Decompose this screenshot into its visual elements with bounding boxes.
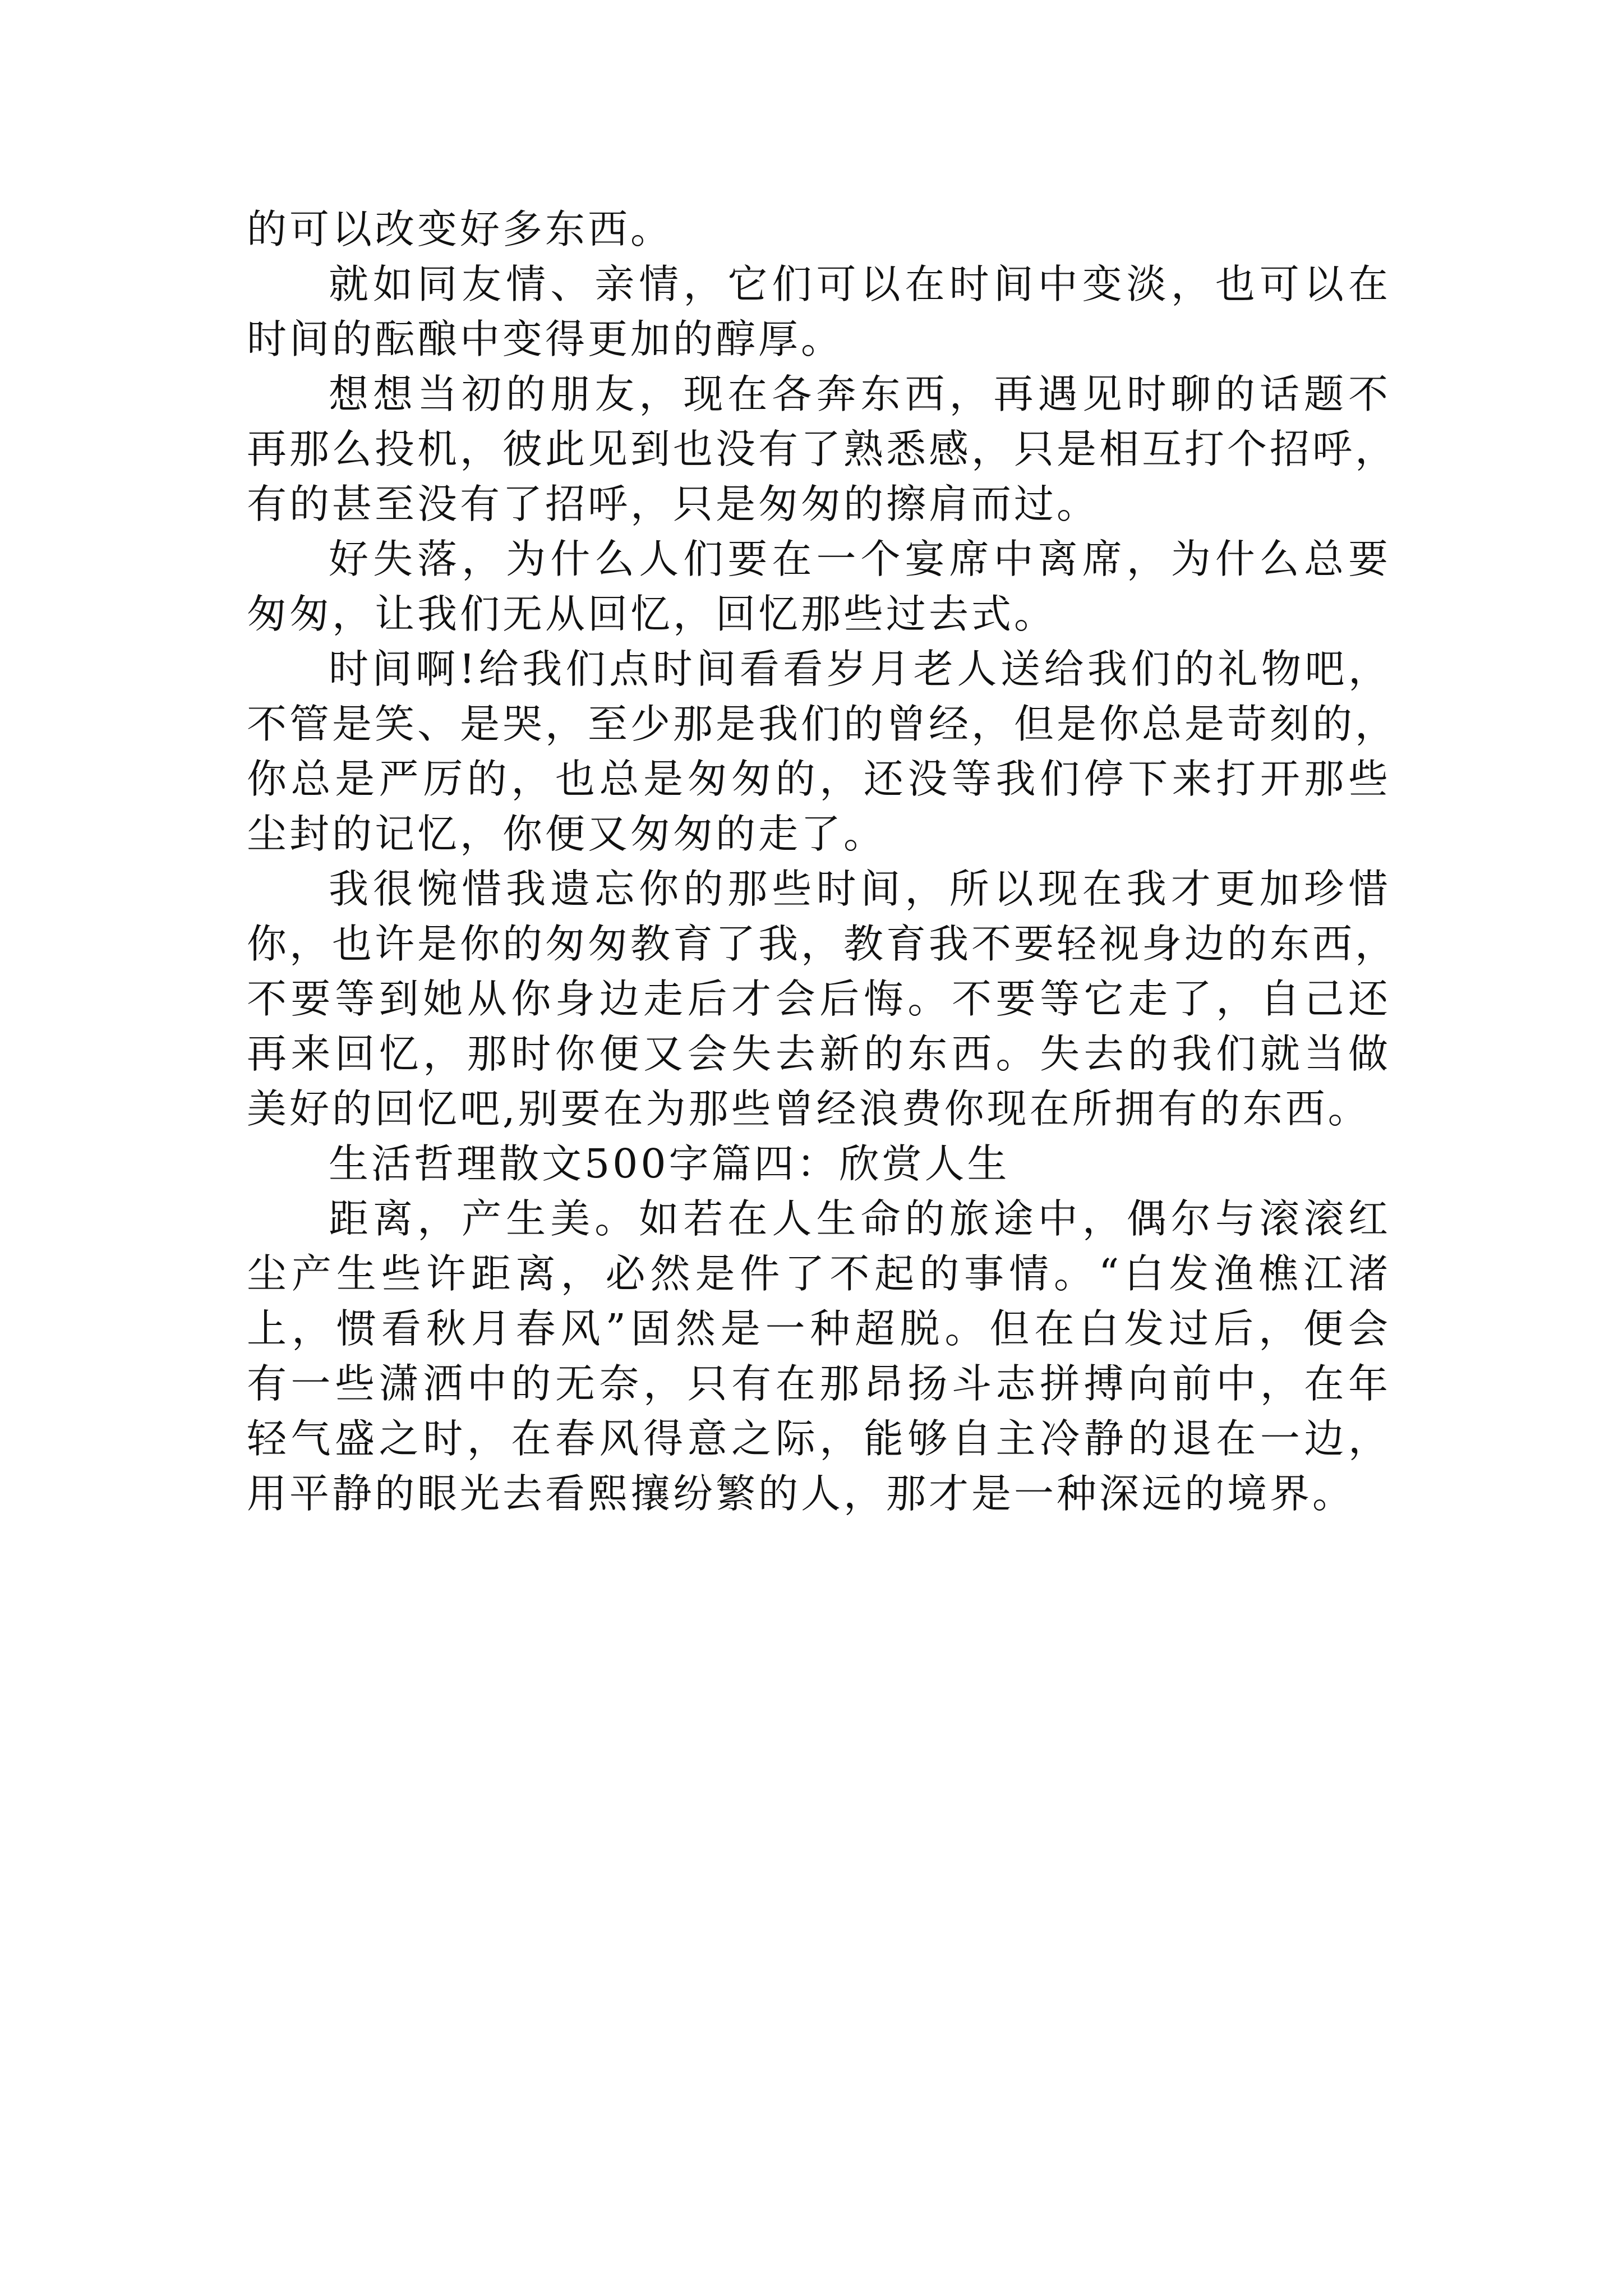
text-line: 上，惯看秋月春风”固然是一种超脱。但在白发过后，便会	[247, 1305, 1391, 1352]
text-line: 美好的回忆吧,别要在为那些曾经浪费你现在所拥有的东西。	[247, 1085, 1371, 1132]
text-line: 好失落，为什么人们要在一个宴席中离席，为什么总要	[329, 536, 1391, 582]
text-line: 生活哲理散文500字篇四：欣赏人生	[329, 1140, 1010, 1187]
text-line: 就如同友情、亲情，它们可以在时间中变淡，也可以在	[329, 261, 1391, 307]
text-line: 再来回忆，那时你便又会失去新的东西。失去的我们就当做	[247, 1030, 1391, 1077]
text-line: 用平静的眼光去看熙攘纷繁的人，那才是一种深远的境界。	[247, 1470, 1355, 1517]
text-line: 匆匆，让我们无从回忆，回忆那些过去式。	[247, 591, 1057, 637]
text-line: 时间啊!给我们点时间看看岁月老人送给我们的礼物吧，	[329, 646, 1391, 692]
text-line: 想想当初的朋友，现在各奔东西，再遇见时聊的话题不	[329, 371, 1391, 417]
paragraph	[247, 862, 1398, 1137]
text-line: 我很惋惜我遗忘你的那些时间，所以现在我才更加珍惜	[329, 866, 1391, 912]
paragraph	[247, 367, 1398, 532]
paragraph	[247, 202, 1391, 257]
text-line: 时间的酝酿中变得更加的醇厚。	[247, 316, 844, 362]
paragraph	[247, 1191, 1391, 1521]
text-line: 不管是笑、是哭，至少那是我们的曾经，但是你总是苛刻的，	[247, 701, 1398, 747]
text-line: 不要等到她从你身边走后才会后悔。不要等它走了，自己还	[247, 976, 1391, 1022]
section-heading	[247, 1137, 1391, 1191]
text-line: 再那么投机，彼此见到也没有了熟悉感，只是相互打个招呼，	[247, 426, 1398, 472]
document-body	[247, 202, 1398, 1521]
text-line: 距离，产生美。如若在人生命的旅途中，偶尔与滚滚红	[329, 1195, 1391, 1242]
text-line: 的可以改变好多东西。	[247, 206, 674, 252]
paragraph	[247, 257, 1391, 367]
text-line: 有的甚至没有了招呼，只是匆匆的擦肩而过。	[247, 481, 1100, 527]
text-line: 你总是严厉的，也总是匆匆的，还没等我们停下来打开那些	[247, 756, 1391, 802]
text-line: 尘产生些许距离，必然是件了不起的事情。“白发渔樵江渚	[247, 1250, 1391, 1297]
paragraph	[247, 532, 1391, 642]
text-line: 轻气盛之时，在春风得意之际，能够自主冷静的退在一边，	[247, 1415, 1391, 1462]
paragraph	[247, 642, 1398, 862]
text-line: 有一些潇洒中的无奈，只有在那昂扬斗志拼搏向前中，在年	[247, 1360, 1391, 1407]
text-line: 尘封的记忆，你便又匆匆的走了。	[247, 811, 887, 857]
text-line: 你，也许是你的匆匆教育了我，教育我不要轻视身边的东西，	[247, 921, 1398, 967]
